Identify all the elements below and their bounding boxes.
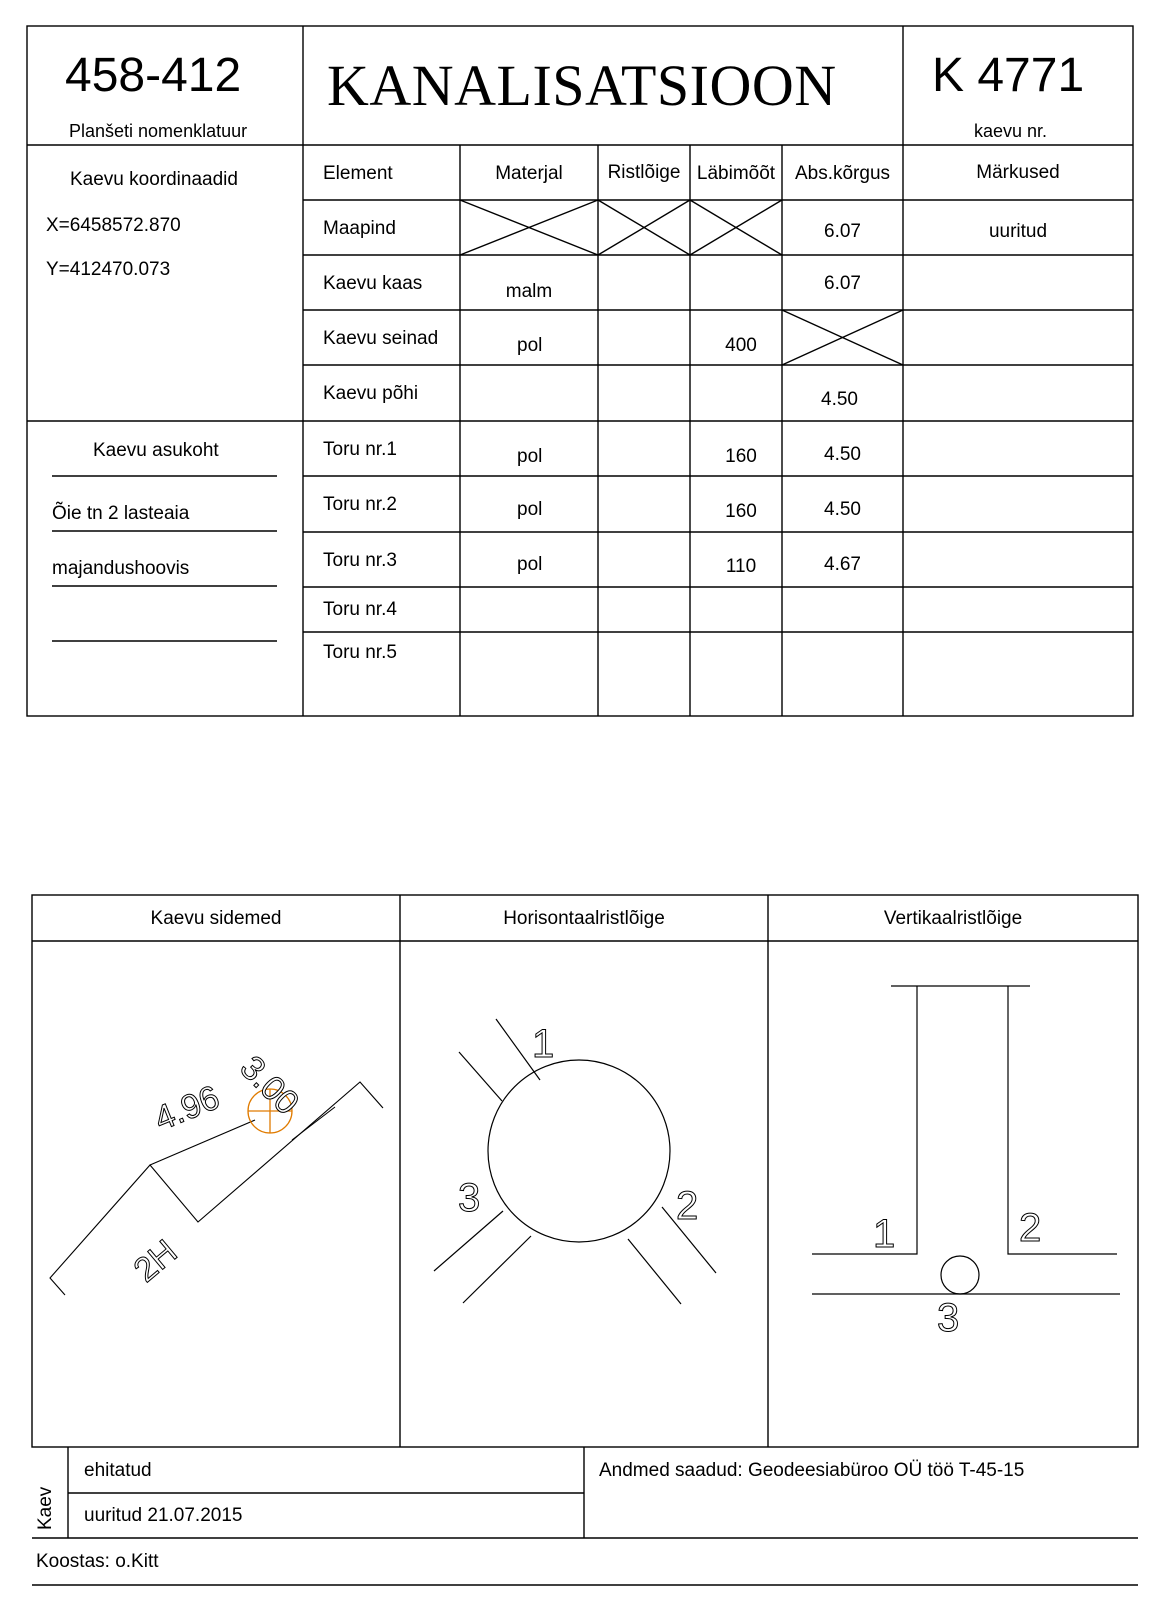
column-header-remarks: Märkused [976, 162, 1060, 183]
table-cell-element: Toru nr.5 [323, 642, 397, 663]
table-cell-material: pol [517, 446, 543, 467]
table-cell-element: Toru nr.3 [323, 550, 397, 571]
location-line: Õie tn 2 lasteaia [52, 503, 190, 524]
coordinate-y: Y=412470.073 [46, 259, 171, 280]
pipe-label: 3 [458, 1176, 481, 1220]
table-cell-abs-height: 6.07 [824, 273, 861, 294]
column-header-cross-section: Ristlõige [607, 162, 681, 183]
well-number-label: kaevu nr. [974, 121, 1048, 141]
table-cell-remarks: uuritud [988, 221, 1048, 242]
panel-header-horizontal-section: Horisontaalristlõige [503, 908, 665, 929]
coordinates-heading: Kaevu koordinaadid [70, 169, 238, 190]
column-header-abs-height: Abs.kõrgus [794, 163, 891, 184]
column-header-material: Materjal [495, 163, 563, 184]
table-cell-abs-height: 6.07 [824, 221, 861, 242]
table-cell-element: Maapind [323, 218, 396, 239]
table-cell-element: Kaevu seinad [323, 328, 439, 349]
panel-header-ties: Kaevu sidemed [150, 908, 282, 929]
pipe-label: 1 [532, 1022, 555, 1066]
pipe-label: 2 [1019, 1206, 1042, 1250]
well-number: K 4771 [932, 49, 1085, 102]
pipe-label: 2 [676, 1184, 699, 1228]
table-cell-element: Toru nr.2 [323, 494, 397, 515]
vertical-section-sketch [812, 986, 1120, 1294]
surveyed-status: uuritud 21.07.2015 [84, 1505, 243, 1526]
horizontal-section-sketch [434, 1019, 716, 1304]
author: Koostas: o.Kitt [36, 1551, 159, 1572]
column-header-element: Element [323, 163, 393, 184]
table-cell-abs-height: 4.50 [824, 444, 861, 465]
table-cell-diameter: 110 [725, 556, 757, 577]
table-cell-abs-height: 4.50 [824, 499, 861, 520]
nomenclature-label: Planšeti nomenklatuur [69, 121, 248, 141]
tie-distance-b: 3.00 [232, 1048, 307, 1123]
building-label: 2H [126, 1232, 185, 1290]
table-cell-material: pol [517, 499, 543, 520]
built-status: ehitatud [84, 1460, 152, 1481]
tie-distance-a: 4.96 [149, 1078, 225, 1139]
table-cell-material: malm [505, 281, 553, 302]
footer-side-label: Kaev [35, 1486, 56, 1530]
table-cell-abs-height: 4.50 [821, 389, 858, 410]
data-source: Andmed saadud: Geodeesiabüroo OÜ töö T-45-15 [599, 1460, 1025, 1481]
table-cell-element: Kaevu kaas [323, 273, 423, 294]
location-line: majandushoovis [52, 558, 190, 579]
pipe-label: 3 [937, 1296, 960, 1340]
table-cell-diameter: 400 [725, 335, 757, 356]
nomenclature-number: 458-412 [65, 49, 242, 102]
table-cell-abs-height: 4.67 [824, 554, 861, 575]
table-cell-diameter: 160 [725, 446, 757, 467]
table-cell-element: Kaevu põhi [323, 383, 419, 404]
document-title: KANALISATSIOON [327, 53, 837, 118]
pipe-label: 1 [873, 1212, 896, 1256]
coordinate-x: X=6458572.870 [46, 215, 181, 236]
location-heading: Kaevu asukoht [93, 440, 219, 461]
column-header-diameter: Läbimõõt [696, 163, 776, 184]
table-cell-material: pol [517, 335, 543, 356]
panel-header-vertical-section: Vertikaalristlõige [883, 908, 1023, 929]
table-cell-material: pol [517, 554, 543, 575]
table-cell-diameter: 160 [725, 501, 757, 522]
table-cell-element: Toru nr.4 [323, 599, 397, 620]
table-cell-element: Toru nr.1 [323, 439, 397, 460]
